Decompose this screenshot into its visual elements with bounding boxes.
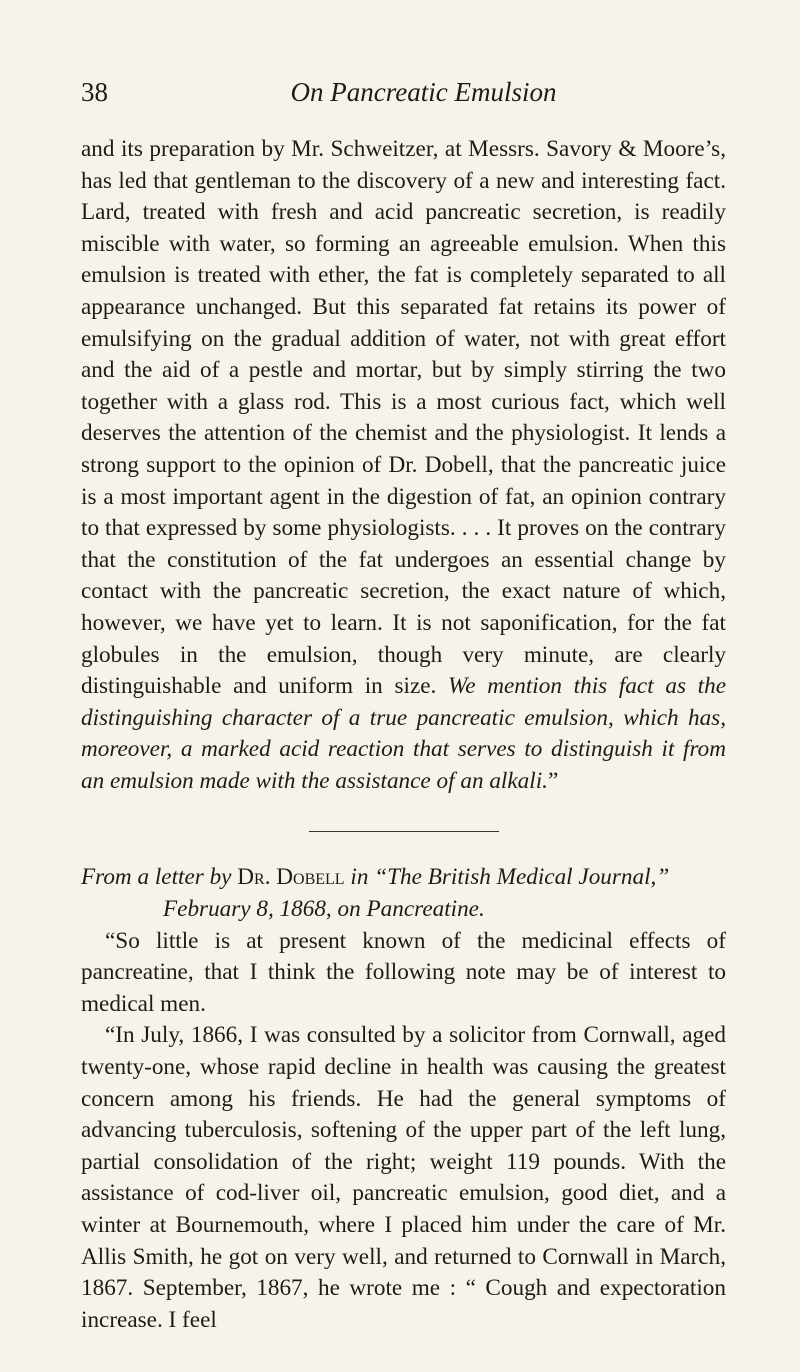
quoted-paragraph-italic: We mention this fact as the distinguishing character of a true pancreatic emulsion, which has, moreover, a marked acid reaction that serves to distinguish it from an emulsion made with the assistance of an alkali. xyxy=(81,673,727,794)
source-author: Dr. Dobell xyxy=(237,864,345,891)
source-in: in xyxy=(350,864,369,891)
letter-paragraph-1: “So little is at present known of the medicinal effects of pancreatine, that I think the following note may be of interest to medical men. xyxy=(81,927,726,1017)
source-on: on xyxy=(337,896,361,923)
page-number: 38 xyxy=(81,77,108,107)
quoted-paragraph-closing-quote: ” xyxy=(547,767,559,794)
quoted-paragraph xyxy=(81,134,726,797)
source-journal: “The British Medical Journal,” xyxy=(374,864,670,891)
section-divider xyxy=(309,831,499,832)
quoted-paragraph-roman: and its preparation by Mr. Schweitzer, at Messrs. Savory & Moore’s, has led that gentleman to the discovery of a new and interesting fact. Lard, treated with fresh and acid pancreatic secretion, is readily miscible with water, so forming an agreeable emulsion. When this emulsion is treated with ether, the fat is completely separated to all appearance unchanged. But this separated fat retains its power of emulsifying on the gradual addition of water, not with great effort and the aid of a pestle and mortar, but by simply stirring the two together with a glass rod. This is a most curious fact, which well deserves the attention of the chemist and the physiologist. It lends a strong support to the opinion of Dr. Dobell, that the pancreatic juice is a most important agent in the digestion of fat, an opinion contrary to that expressed by some physiologists. . . . It proves on the contrary that the constitution of the fat undergoes an essential change by contact with the pancreatic secretion, the exact nature of which, however, we have yet to learn. It is not saponification, for the fat globules in the emulsion, though very minute, are clearly distinguishable and uniform in size. xyxy=(81,136,726,700)
letter-paragraph-2: “In July, 1866, I was consulted by a solicitor from Cornwall, aged twenty-one, whose rapid decline in health was causing the greatest concern among his friends. He had the general symptoms of advancing tuberculosis, softening of the upper part of the left lung, partial consolidation of the right; weight 119 pounds. With the assistance of cod-liver oil, pancreatic emulsion, good diet, and a winter at Bournemouth, where I placed him under the care of Mr. Allis Smith, he got on very well, and returned to Cornwall in March, 1867. September, 1867, he wrote me : “ Cough and expectoration increase. I feel xyxy=(81,1022,726,1333)
running-title: On Pancreatic Emulsion xyxy=(290,77,557,107)
source-date: February 8, 1868, xyxy=(163,896,332,923)
source-intro: From a letter by xyxy=(81,864,232,891)
source-citation-line-2 xyxy=(81,894,726,926)
source-citation-line-1 xyxy=(81,862,726,894)
running-head xyxy=(81,72,726,112)
source-citation xyxy=(81,862,726,925)
body-text xyxy=(81,134,726,1336)
source-subject: Pancreatine. xyxy=(366,896,485,923)
